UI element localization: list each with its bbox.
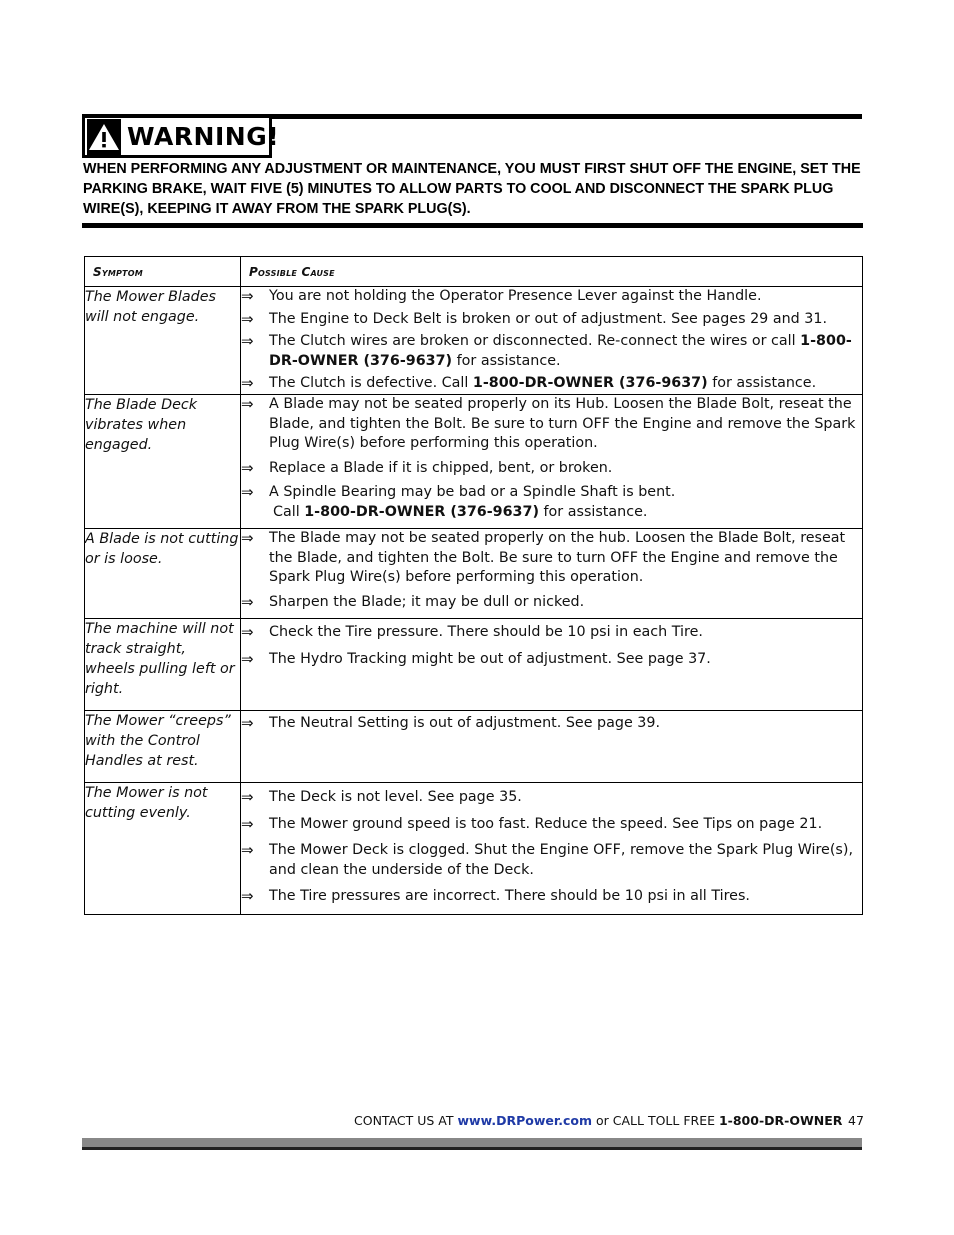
arrow-icon: ⇒ bbox=[241, 622, 254, 641]
cause-item: ⇒ The Blade may not be seated properly on the hub. Loosen the Blade Bolt, reseat the Blade, and tighten the Bolt. Be sure to turn OFF the Engine and remove the Spark Plug Wire(s) before performing this operation. bbox=[241, 529, 862, 588]
symptom-cell: A Blade is not cutting or is loose. bbox=[85, 528, 241, 618]
arrow-icon: ⇒ bbox=[241, 458, 254, 477]
arrow-icon: ⇒ bbox=[241, 649, 254, 668]
arrow-icon: ⇒ bbox=[241, 787, 254, 806]
possible-cause-header: Possible Cause bbox=[241, 257, 863, 287]
symptom-header: Symptom bbox=[85, 257, 241, 287]
cause-item: ⇒ The Clutch is defective. Call 1-800-DR-OWNER (376-9637) for assistance. bbox=[241, 374, 817, 393]
cause-item: ⇒ The Deck is not level. See page 35. bbox=[241, 787, 522, 806]
cause-item: ⇒ You are not holding the Operator Presence Lever against the Handle. bbox=[241, 287, 762, 305]
table-row bbox=[85, 528, 863, 618]
symptom-cell: The Mower “creeps” with the Control Handles at rest. bbox=[85, 710, 241, 782]
causes-cell bbox=[241, 710, 863, 782]
table-row bbox=[85, 287, 863, 395]
table-row bbox=[85, 782, 863, 914]
table-row bbox=[85, 710, 863, 782]
arrow-icon: ⇒ bbox=[241, 887, 254, 906]
table-row bbox=[85, 394, 863, 528]
arrow-icon: ⇒ bbox=[241, 592, 254, 611]
warning-badge bbox=[82, 118, 280, 158]
cause-item: ⇒ The Mower ground speed is too fast. Reduce the speed. See Tips on page 21. bbox=[241, 814, 823, 833]
phone-number: 1-800-DR-OWNER (376-9637) bbox=[472, 375, 708, 392]
causes-cell bbox=[241, 287, 863, 395]
arrow-icon: ⇒ bbox=[241, 309, 254, 328]
cause-item: ⇒ A Blade may not be seated properly on its Hub. Loosen the Blade Bolt, reseat the Blade, and tighten the Bolt. Be sure to turn OFF the Engine and remove the Spark Plug Wire(s) before performing this operation. bbox=[241, 395, 862, 454]
call-line: Call 1-800-DR-OWNER (376-9637) for assistance. bbox=[273, 503, 648, 520]
table-header-row bbox=[85, 257, 863, 287]
cause-item: ⇒ The Clutch wires are broken or disconnected. Re-connect the wires or call 1-800-DR-OWNER (376-9637) for assistance. bbox=[241, 332, 862, 371]
cause-item: ⇒ The Mower Deck is clogged. Shut the Engine OFF, remove the Spark Plug Wire(s), and clean the underside of the Deck. bbox=[241, 841, 862, 880]
arrow-icon: ⇒ bbox=[241, 394, 254, 413]
cause-item: ⇒ Replace a Blade if it is chipped, bent, or broken. bbox=[241, 458, 613, 477]
causes-cell bbox=[241, 528, 863, 618]
toll-free-number: 1-800-DR-OWNER bbox=[718, 1113, 843, 1128]
cause-item: ⇒ The Hydro Tracking might be out of adjustment. See page 37. bbox=[241, 649, 711, 668]
arrow-icon: ⇒ bbox=[241, 287, 254, 305]
symptom-cell: The Mower is not cutting evenly. bbox=[85, 782, 241, 914]
cause-item: ⇒ The Neutral Setting is out of adjustment. See page 39. bbox=[241, 713, 661, 732]
arrow-icon: ⇒ bbox=[241, 528, 254, 547]
causes-cell bbox=[241, 782, 863, 914]
website-link[interactable]: www.DRPower.com bbox=[457, 1113, 593, 1128]
cause-item: ⇒ Check the Tire pressure. There should be 10 psi in each Tire. bbox=[241, 622, 703, 641]
cause-item: ⇒ The Engine to Deck Belt is broken or out of adjustment. See pages 29 and 31. bbox=[241, 309, 827, 328]
phone-number: 1-800-DR-OWNER (376-9637) bbox=[304, 503, 539, 520]
page-number: 47 bbox=[848, 1113, 864, 1128]
symptom-cell: The Blade Deck vibrates when engaged. bbox=[85, 394, 241, 528]
causes-cell bbox=[241, 618, 863, 710]
arrow-icon: ⇒ bbox=[241, 841, 254, 860]
arrow-icon: ⇒ bbox=[241, 483, 254, 502]
arrow-icon: ⇒ bbox=[241, 814, 254, 833]
symptom-cell: The Mower Blades will not engage. bbox=[85, 287, 241, 395]
table-row bbox=[85, 618, 863, 710]
symptom-cell: The machine will not track straight, wheels pulling left or right. bbox=[85, 618, 241, 710]
warning-triangle-icon bbox=[87, 119, 121, 155]
arrow-icon: ⇒ bbox=[241, 374, 254, 393]
troubleshooting-table bbox=[84, 256, 863, 915]
warning-bottom-rule bbox=[82, 223, 863, 228]
arrow-icon: ⇒ bbox=[241, 332, 254, 351]
causes-cell bbox=[241, 394, 863, 528]
footer-contact: CONTACT US AT www.DRPower.com or CALL TOLL FREE 1-800-DR-OWNER bbox=[354, 1113, 843, 1128]
phone-number: 1-800-DR-OWNER (376-9637) bbox=[269, 333, 852, 369]
arrow-icon: ⇒ bbox=[241, 713, 254, 732]
cause-item: ⇒ The Tire pressures are incorrect. There should be 10 psi in all Tires. bbox=[241, 887, 750, 906]
footer-bar bbox=[82, 1138, 862, 1150]
warning-title: WARNING! bbox=[127, 122, 280, 151]
cause-item: ⇒ A Spindle Bearing may be bad or a Spindle Shaft is bent. bbox=[241, 483, 676, 502]
cause-item: ⇒ Sharpen the Blade; it may be dull or nicked. bbox=[241, 592, 585, 611]
warning-text: WHEN PERFORMING ANY ADJUSTMENT OR MAINTENANCE, YOU MUST FIRST SHUT OFF THE ENGINE, SET THE PARKING BRAKE, WAIT FIVE (5) MINUTES TO ALLOW PARTS TO COOL AND DISCONNECT THE SPARK PLUG WIRE(S), KEEPING IT AWAY FROM THE SPARK PLUG(S). bbox=[83, 161, 861, 217]
